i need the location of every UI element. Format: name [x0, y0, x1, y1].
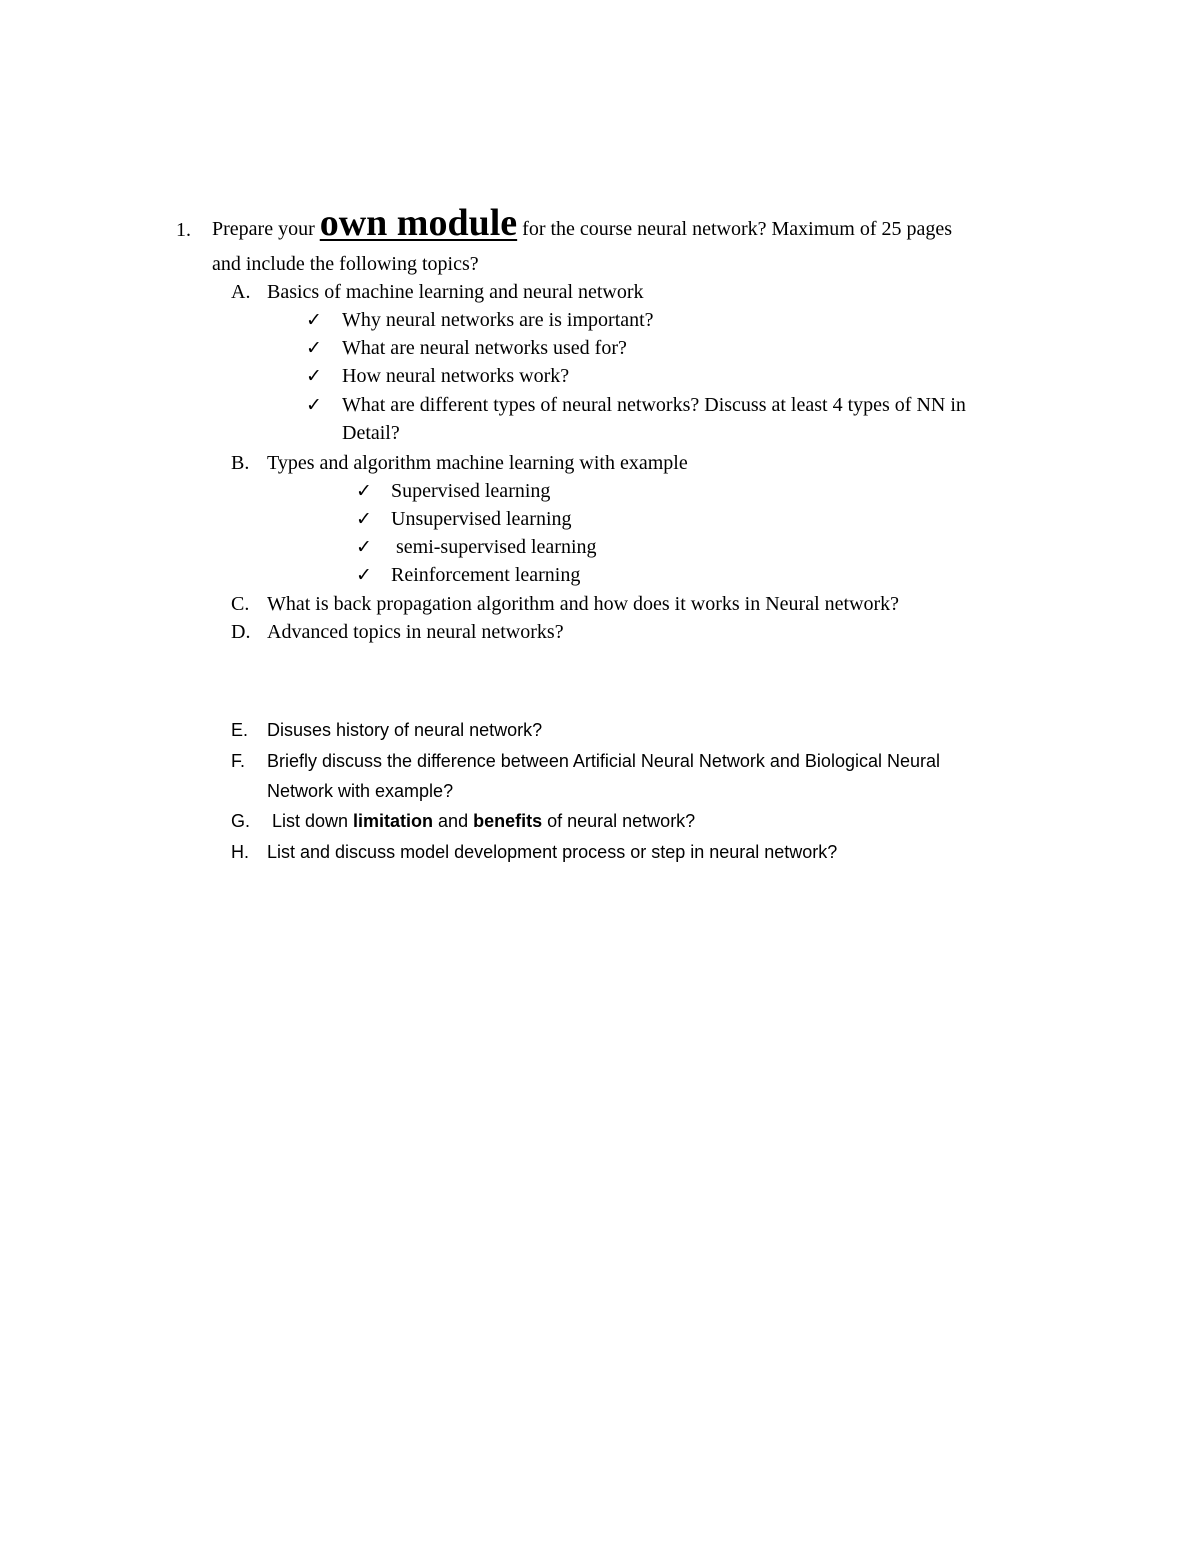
section-c-title: What is back propagation algorithm and how does it works in Neural network? — [267, 593, 900, 615]
section-b-title: Types and algorithm machine learning with example — [267, 452, 688, 474]
question-number: 1. — [176, 219, 191, 241]
section-b-item: Supervised learning — [391, 480, 551, 502]
section-h-letter: H. — [231, 842, 249, 862]
question-text-post: for the course neural network? Maximum of 25 pages — [517, 218, 953, 240]
check-icon: ✓ — [356, 536, 372, 558]
question-line-2: and include the following topics? — [212, 253, 479, 275]
section-g-title — [267, 806, 695, 836]
section-e-title: Disuses history of neural network? — [267, 720, 543, 740]
section-d-letter: D. — [231, 621, 251, 643]
section-g-mid: and — [433, 811, 474, 831]
check-icon: ✓ — [306, 309, 322, 331]
section-b-item: semi-supervised learning — [391, 536, 597, 558]
section-g-letter: G. — [231, 811, 251, 831]
section-a-item: What are different types of neural networks? Discuss at least 4 types of NN in — [342, 394, 966, 416]
section-a-letter: A. — [231, 281, 251, 303]
question-emphasis: own module — [319, 202, 518, 244]
section-c-letter: C. — [231, 593, 250, 615]
check-icon: ✓ — [306, 394, 322, 416]
check-icon: ✓ — [306, 365, 322, 387]
section-g-post: of neural network? — [542, 811, 696, 831]
section-e-letter: E. — [231, 720, 249, 740]
section-b-item: Reinforcement learning — [391, 564, 581, 586]
section-b-letter: B. — [231, 452, 250, 474]
check-icon: ✓ — [356, 480, 372, 502]
section-a-title: Basics of machine learning and neural network — [267, 281, 644, 303]
section-d-title: Advanced topics in neural networks? — [267, 621, 564, 643]
section-f-line-2: Network with example? — [267, 781, 454, 801]
section-g-bold-benefits: benefits — [473, 811, 543, 831]
section-g-pre: List down — [267, 811, 354, 831]
question-text-pre: Prepare your — [212, 218, 320, 240]
section-f-line-1: Briefly discuss the difference between Artificial Neural Network and Biological Neural — [267, 751, 940, 771]
check-icon: ✓ — [356, 508, 372, 530]
check-icon: ✓ — [306, 337, 322, 359]
check-icon: ✓ — [356, 564, 372, 586]
section-f-letter: F. — [231, 751, 246, 771]
section-a-item: What are neural networks used for? — [342, 337, 627, 359]
section-h-title: List and discuss model development process or step in neural network? — [267, 842, 838, 862]
section-a-item: Why neural networks are is important? — [342, 309, 654, 331]
section-b-item: Unsupervised learning — [391, 508, 572, 530]
section-a-item-continuation: Detail? — [342, 422, 400, 444]
section-a-item: How neural networks work? — [342, 365, 570, 387]
question-line-1 — [212, 200, 952, 252]
section-g-bold-limitation: limitation — [353, 811, 434, 831]
